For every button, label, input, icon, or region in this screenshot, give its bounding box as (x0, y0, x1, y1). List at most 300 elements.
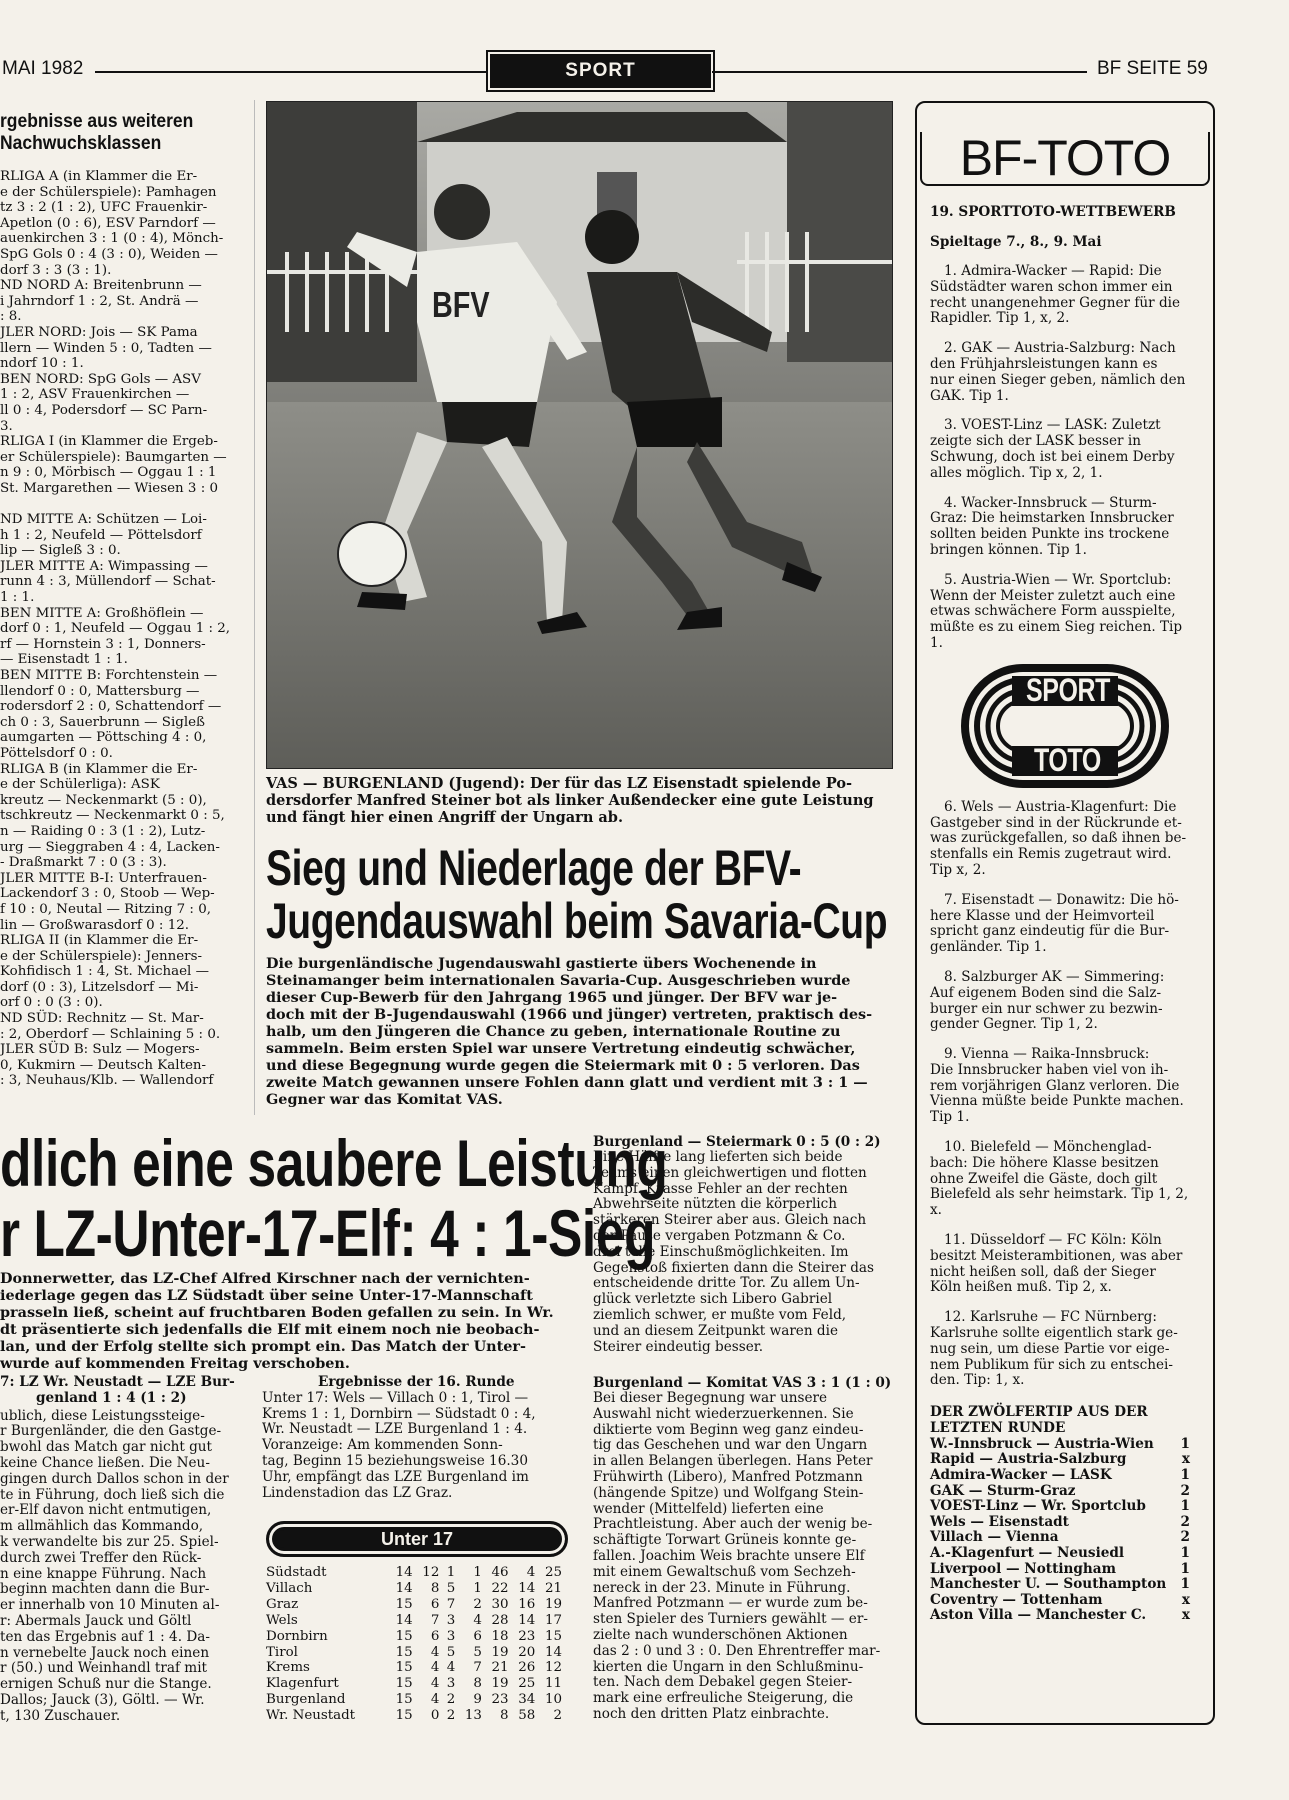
toto-tip-line: zeigte sich der LASK besser in (930, 433, 1141, 450)
result-line: ch 0 : 3, Sauerbrunn — Sigleß (0, 714, 205, 730)
table-cell-n: 13 (464, 1708, 482, 1724)
match1-heading: Burgenland — Steiermark 0 : 5 (0 : 2) (593, 1134, 881, 1150)
toto-tip-line: stenfalls ein Remis zugetraut wird. (930, 846, 1172, 863)
toto-tip-line: Auf eigenem Boden sind die Salz- (930, 984, 1162, 1001)
toto-tip-line: den Frühjahrsleistungen kann es (930, 355, 1158, 372)
jersey-text: BFV (432, 284, 490, 325)
article-line: wender (Mittelfeld) lieferten eine (593, 1500, 824, 1517)
table-cell-sp: 14 (395, 1565, 413, 1580)
article-line: entscheidende dritte Tor. Zu allem Un- (593, 1275, 860, 1292)
article-line: glück verletzte sich Libero Gabriel (593, 1291, 833, 1308)
toto-tip-line: gender Gegner. Tip 1, 2. (930, 1016, 1098, 1033)
table-title: Unter 17 (266, 1521, 568, 1557)
table-cell-tf: 19 (491, 1644, 509, 1660)
article-line: ten. Nach dem Debakel gegen Steier- (593, 1674, 853, 1691)
toto-result-match: Wels — Eisenstadt (930, 1513, 1069, 1530)
toto-tip (930, 341, 1198, 404)
toto-tip-line: x. (930, 1202, 942, 1219)
article-line: stärkeren Steirer aber aus. Gleich nach (593, 1212, 867, 1229)
result-line: lin — Großwarasdorf 0 : 12. (0, 917, 189, 933)
toto-result-row (930, 1484, 1198, 1500)
table-cell-team: Klagenfurt (266, 1676, 339, 1692)
article2-match-heading: 7: LZ Wr. Neustadt — LZE Bur- genland 1 : 4 (1 : 2) (0, 1374, 235, 1406)
table-cell-u: 2 (446, 1692, 456, 1708)
article-line: iederlage gegen das LZ Südstadt über seine Unter-17-Mannschaft (0, 1287, 533, 1304)
table-cell-sp: 15 (395, 1660, 413, 1676)
toto-result-match: GAK — Sturm-Graz (930, 1482, 1076, 1499)
article-line: drei tolle Einschußmöglichkeiten. Im (593, 1243, 849, 1260)
header-rule-left (95, 71, 487, 73)
table-cell-n: 8 (473, 1676, 482, 1692)
article-line: lan, und der Erfolg stellte sich prompt ein. Das Match der Unter- (0, 1338, 526, 1355)
table-cell-n: 1 (473, 1580, 482, 1596)
left-column (0, 111, 244, 1089)
table-cell-p: 15 (544, 1628, 562, 1644)
toto-tip-line: GAK. Tip 1. (930, 387, 1009, 404)
article-line: bwohl das Match gar nicht gut (0, 1439, 213, 1456)
toto-tip-line: Die Innsbrucker haben viel von ih- (930, 1061, 1169, 1078)
toto-tip-line: recht unangenehmer Gegner für die (930, 294, 1181, 311)
article-line: noch den dritten Platz einbrachte. (593, 1705, 830, 1722)
toto-tip-line: Köln heißen muß. Tip 2, x. (930, 1279, 1112, 1296)
table-cell-team: Tirol (266, 1644, 298, 1660)
article-line: Manfred Potzmann — er wurde zum be- (593, 1595, 868, 1612)
article-line: te in Führung, doch ließ sich die (0, 1486, 225, 1503)
result-line: lip — Sigleß 3 : 0. (0, 543, 121, 559)
article2-match (0, 1375, 245, 1725)
toto-tip (930, 496, 1198, 559)
result-line: BEN MITTE B: Forchtenstein — (0, 668, 218, 683)
result-line: Apetlon (0 : 6), ESV Parndorf — (0, 215, 216, 231)
table-cell-tf: 22 (491, 1580, 509, 1596)
toto-result-tip: 2 (1180, 1513, 1190, 1530)
toto-tip (930, 264, 1198, 327)
article2-match-body (0, 1409, 245, 1725)
table-cell-team: Krems (266, 1660, 310, 1676)
article-line: dieser Cup-Bewerb für den Jahrgang 1965 und jünger. Der BFV war je- (266, 989, 838, 1006)
toto-result-tip: x (1181, 1451, 1190, 1468)
table-cell-sp: 14 (395, 1612, 413, 1628)
article2-headline: dlich eine saubere Leistung r LZ-Unter-17-Elf: 4 : 1-Sieg (0, 1126, 668, 1270)
toto-tip-line: sollten beiden Punkte ins trockene (930, 526, 1170, 543)
table-cell-team: Wr. Neustadt (266, 1708, 356, 1724)
result-line: RLIGA II (in Klammer die Er- (0, 933, 199, 949)
toto-tip (930, 1310, 1198, 1389)
toto-result-tip: x (1181, 1607, 1190, 1624)
article-line: beginn machten dann die Bur- (0, 1581, 210, 1598)
table-cell-ta: 26 (518, 1660, 536, 1676)
toto-result-match: VOEST-Linz — Wr. Sportclub (930, 1498, 1146, 1515)
toto-tip-line: 5. Austria-Wien — Wr. Sportclub: (944, 571, 1172, 588)
toto-tip-line: Südstädter waren schon immer ein (930, 278, 1173, 295)
toto-tip-line: Graz: Die heimstarken Innsbrucker (930, 510, 1174, 527)
match-photo (266, 101, 893, 769)
toto-tip-line: 12. Karlsruhe — FC Nürnberg: (944, 1309, 1157, 1326)
toto-result-match: Manchester U. — Southampton (930, 1576, 1167, 1593)
toto-tip-line: Gastgeber sind in der Rückrunde et- (930, 814, 1182, 831)
header-date: MAI 1982 (2, 58, 84, 79)
table-cell-tf: 8 (500, 1708, 509, 1724)
article-line: Bei dieser Begegnung war unsere (593, 1390, 828, 1406)
toto-tip-line: ohne Zweifel die Gäste, doch gilt (930, 1170, 1158, 1187)
toto-tip-line: 1. Admira-Wacker — Rapid: Die (944, 263, 1162, 279)
table-row (264, 1581, 564, 1597)
article-line: Frühwirth (Libero), Manfred Potzmann (593, 1468, 863, 1485)
article-line: diktierte vom Beginn weg ganz eindeu- (593, 1421, 864, 1438)
table-cell-tf: 21 (491, 1660, 509, 1676)
left-column-rule (254, 100, 255, 1115)
result-line: 1 : 1. (0, 590, 35, 606)
result-line: n 9 : 0, Mörbisch — Oggau 1 : 1 (0, 465, 217, 481)
article-line: halb, um den Jüngeren die Chance zu geben, internationale Routine zu (266, 1023, 841, 1040)
toto-panel (920, 104, 1210, 1719)
article1-headline: Sieg und Niederlage der BFV- Jugendauswahl beim Savaria-Cup (266, 840, 888, 949)
article-line: k verwandelte bis zur 25. Spiel- (0, 1533, 219, 1550)
toto-tip (930, 970, 1198, 1033)
result-line: 3. (0, 418, 13, 434)
sport-toto-logo (930, 666, 1198, 786)
toto-result-match: Villach — Vienna (930, 1529, 1059, 1546)
article-line: zweite Match gewannen unsere Fohlen dann glatt und verdient mit 3 : 1 — (266, 1074, 868, 1091)
toto-tip-line: 10. Bielefeld — Mönchenglad- (944, 1139, 1152, 1156)
match2-body (593, 1391, 887, 1723)
toto-result-match: Coventry — Tottenham (930, 1591, 1103, 1608)
toto-tip-line: Rapidler. Tip 1, x, 2. (930, 310, 1070, 327)
article2-lead (0, 1270, 568, 1372)
table-cell-tf: 30 (491, 1596, 509, 1612)
toto-result-tip: 2 (1180, 1482, 1190, 1499)
article-line: schäftigte Torwart Grüneis konnte ge- (593, 1532, 857, 1549)
article-line: Prachtleistung. Aber auch der wenig be- (593, 1516, 873, 1533)
section-label: SPORT (490, 54, 711, 88)
result-line: dorf (0 : 3), Litzelsdorf — Mi- (0, 979, 199, 995)
toto-tip-line: nur einen Sieger geben, nämlich den (930, 371, 1186, 388)
table-cell-s: 4 (430, 1644, 440, 1660)
toto-result-tip: 1 (1180, 1467, 1190, 1484)
article-line: ten das Ergebnis auf 1 : 4. Da- (0, 1628, 210, 1645)
toto-result-row (930, 1515, 1198, 1531)
toto-result-row (930, 1546, 1198, 1562)
article-line: wurde auf kommenden Freitag verschoben. (0, 1355, 350, 1372)
table-cell-n: 7 (473, 1660, 482, 1676)
result-line: : 8. (0, 309, 22, 325)
table-cell-p: 11 (544, 1676, 562, 1692)
article-line: nereck in der 23. Minute in Führung. (593, 1579, 851, 1596)
table-cell-ta: 14 (518, 1612, 536, 1628)
table-cell-u: 2 (446, 1708, 456, 1724)
article-line: das 2 : 0 und 3 : 0. Den Ehrentreffer mar- (593, 1642, 881, 1659)
result-line: JLER NORD: Jois — SK Pama (0, 324, 198, 340)
article-line: Eine Hälfte lang lieferten sich beide (593, 1149, 843, 1165)
result-line: i Jahrndorf 1 : 2, St. Andrä — (0, 293, 199, 309)
result-line: ND MITTE A: Schützen — Loi- (0, 512, 207, 528)
toto-tip-line: Tip 1. (930, 1109, 970, 1126)
photo-caption: VAS — BURGENLAND (Jugend): Der für das LZ Eisenstadt spielende Po- dersdorfer Manfred Steiner bot als linker Außendecker eine gute Leistung und fängt hier einen Angriff der Ungarn ab. (266, 775, 874, 826)
table-row (264, 1692, 564, 1708)
toto-tip-line: alles möglich. Tip x, 2, 1. (930, 464, 1103, 481)
table-cell-s: 6 (430, 1628, 440, 1644)
toto-tip-line: Tip x, 2. (930, 861, 986, 878)
result-line: dorf 3 : 3 (3 : 1). (0, 262, 112, 278)
table-cell-s: 4 (430, 1676, 440, 1692)
article-line: mark eine erfreuliche Steigerung, die (593, 1690, 854, 1707)
toto-tip-line: Schwung, doch ist bei einem Derby (930, 448, 1175, 465)
toto-result-match: Rapid — Austria-Salzburg (930, 1451, 1127, 1468)
result-line: BEN MITTE A: Großhöflein — (0, 605, 204, 621)
table-cell-u: 1 (446, 1565, 456, 1580)
toto-tip (930, 1047, 1198, 1126)
toto-tips-a (930, 264, 1198, 652)
result-line: JLER SÜD B: Sulz — Mogers- (0, 1042, 200, 1058)
result-line: e der Schülerliga): ASK (0, 777, 160, 793)
toto-result-row (930, 1562, 1198, 1578)
results-heading: Ergebnisse der 16. Runde (318, 1374, 515, 1390)
result-line: — Eisenstadt 1 : 1. (0, 652, 128, 668)
toto-tip-line: 11. Düsseldorf — FC Köln: Köln (944, 1232, 1162, 1249)
toto-result-row (930, 1530, 1198, 1546)
result-line: dorf 0 : 1, Neufeld — Oggau 1 : 2, (0, 621, 231, 637)
table-cell-team: Villach (266, 1580, 313, 1596)
table-row (264, 1565, 564, 1581)
table-row (264, 1645, 564, 1661)
toto-tip-line: 4. Wacker-Innsbruck — Sturm- (944, 494, 1157, 511)
article-line: Dallos; Jauck (3), Göltl. — Wr. (0, 1691, 205, 1708)
toto-tip (930, 1233, 1198, 1296)
table-cell-n: 5 (473, 1644, 482, 1660)
result-line: runn 4 : 3, Müllendorf — Schat- (0, 574, 216, 590)
toto-result-tip: 1 (1180, 1498, 1190, 1515)
toto-result-row (930, 1593, 1198, 1609)
table-cell-sp: 15 (395, 1708, 413, 1724)
article-line: kierten die Ungarn in den Schlußminu- (593, 1658, 864, 1675)
toto-tip-line: 7. Eisenstadt — Donawitz: Die hö- (944, 891, 1179, 908)
left-heading: rgebnisse aus weiteren Nachwuchsklassen (0, 111, 194, 154)
article-line: keine Chance ließen. Die Neu- (0, 1454, 210, 1471)
table-cell-tf: 46 (491, 1565, 509, 1580)
toto-result-tip: 2 (1180, 1529, 1190, 1546)
toto-tip (930, 893, 1198, 956)
result-line: aumgarten — Pöttsching 4 : 0, (0, 730, 207, 746)
article-line: Unter 17: Wels — Villach 0 : 1, Tirol — (262, 1389, 529, 1406)
table-cell-sp: 15 (395, 1596, 413, 1612)
article-line: Wr. Neustadt — LZE Burgenland 1 : 4. (262, 1421, 528, 1438)
toto-tip-line: genländer. Tip 1. (930, 939, 1047, 956)
table-cell-ta: 16 (518, 1596, 536, 1612)
table-cell-ta: 23 (518, 1628, 536, 1644)
toto-tip-line: 3. VOEST-Linz — LASK: Zuletzt (944, 417, 1161, 434)
table-row (264, 1660, 564, 1676)
article-line: n eine knappe Führung. Nach (0, 1565, 207, 1582)
left-results (0, 169, 244, 1089)
results-body (262, 1391, 567, 1502)
table-row (264, 1629, 564, 1645)
article-line: Abwehrseite nützten die körperlich (593, 1196, 838, 1213)
toto-tip-line: here Klasse und der Heimvorteil (930, 907, 1155, 924)
toto-tip-line: bringen können. Tip 1. (930, 541, 1087, 558)
table-cell-p: 19 (544, 1596, 562, 1612)
match2-heading: Burgenland — Komitat VAS 3 : 1 (1 : 0) (593, 1375, 892, 1391)
table-cell-u: 3 (446, 1612, 456, 1628)
table-cell-tf: 19 (491, 1676, 509, 1692)
result-line (0, 496, 244, 512)
toto-tips-b (930, 800, 1198, 1390)
table-cell-team: Dornbirn (266, 1628, 328, 1644)
table-cell-sp: 15 (395, 1676, 413, 1692)
toto-tip-line: Karlsruhe sollte eigentlich stark ge- (930, 1325, 1178, 1342)
article-line: Donnerwetter, das LZ-Chef Alfred Kirschner nach der vernichten- (0, 1270, 530, 1287)
result-line: RLIGA A (in Klammer die Er- (0, 169, 198, 184)
article-line: Steinamanger beim internationalen Savaria-Cup. Ausgeschrieben wurde (266, 972, 851, 989)
toto-tip-line: müßte es zu einem Sieg reichen. Tip (930, 619, 1183, 636)
table-cell-ta: 14 (518, 1580, 536, 1596)
toto-tip-line: nicht heißen soll, daß der Sieger (930, 1263, 1156, 1280)
result-line: SpG Gols 0 : 4 (3 : 0), Weiden — (0, 246, 218, 262)
article1-match2 (593, 1375, 892, 1723)
photo-illustration (267, 102, 892, 768)
article-line: Lindenstadion das LZ Graz. (262, 1484, 453, 1501)
toto-result-row (930, 1468, 1198, 1484)
article-line: Teams einen gleichwertigen und flotten (593, 1164, 867, 1181)
result-line: : 3, Neuhaus/Klb. — Wallendorf (0, 1073, 214, 1089)
table-cell-tf: 28 (491, 1612, 509, 1628)
result-line: Pöttelsdorf 0 : 0. (0, 745, 113, 761)
table-cell-ta: 34 (518, 1692, 536, 1708)
table-cell-s: 12 (422, 1565, 440, 1580)
toto-tip-line: 2. GAK — Austria-Salzburg: Nach (944, 340, 1176, 357)
article-line: ziemlich schwer, er mußte vom Feld, (593, 1306, 847, 1323)
toto-result-tip: 1 (1180, 1576, 1190, 1593)
article-line: r: Abermals Jauck und Göltl (0, 1612, 192, 1629)
table-cell-ta: 20 (518, 1644, 536, 1660)
table-cell-sp: 15 (395, 1628, 413, 1644)
article-line: durch zwei Treffer den Rück- (0, 1549, 202, 1566)
toto-results (930, 1437, 1198, 1624)
result-line: JLER MITTE B-I: Unterfrauen- (0, 870, 207, 886)
toto-result-row (930, 1437, 1198, 1453)
article-line: tig das Geschehen und war den Ungarn (593, 1437, 868, 1454)
toto-tip (930, 573, 1198, 652)
article-line: ublich, diese Leistungssteige- (0, 1407, 205, 1424)
result-line: ND SÜD: Rechnitz — St. Mar- (0, 1011, 204, 1027)
result-line: 0, Kukmirn — Deutsch Kalten- (0, 1057, 207, 1073)
toto-tip-line: burger ein nur schwer zu bezwin- (930, 1000, 1163, 1017)
toto-result-row (930, 1452, 1198, 1468)
toto-tip-line: bach: Die höhere Klasse besitzen (930, 1154, 1159, 1171)
toto-result-tip: 1 (1180, 1560, 1190, 1577)
result-line: : 2, Oberdorf — Schlaining 5 : 0. (0, 1026, 221, 1042)
article2-results (262, 1375, 567, 1501)
table-cell-ta: 4 (526, 1565, 536, 1580)
toto-result-match: Aston Villa — Manchester C. (930, 1607, 1147, 1624)
result-line: kreutz — Neckenmarkt (5 : 0), (0, 792, 207, 808)
result-line: auenkirchen 3 : 1 (0 : 4), Mönch- (0, 231, 224, 247)
toto-tip-line: etwas schwächere Form ausspielte, (930, 603, 1176, 620)
table-cell-n: 4 (473, 1612, 482, 1628)
table-cell-p: 25 (544, 1565, 562, 1580)
article-line: r Burgenländer, die den Gastge- (0, 1423, 222, 1440)
article-line: Steirer eindeutig besser. (593, 1338, 764, 1355)
table-cell-sp: 15 (395, 1692, 413, 1708)
table-cell-n: 9 (473, 1692, 482, 1708)
table-cell-p: 2 (553, 1708, 562, 1724)
toto-result-row (930, 1608, 1198, 1624)
header-rule-right (712, 71, 1087, 73)
toto-tip-line: was zurückgefallen, so daß ihnen be- (930, 830, 1187, 847)
table-cell-u: 3 (446, 1676, 456, 1692)
table-row (264, 1613, 564, 1629)
table-cell-tf: 23 (491, 1692, 509, 1708)
toto-tip (930, 1140, 1198, 1219)
result-line: RLIGA B (in Klammer die Er- (0, 761, 198, 777)
result-line: tz 3 : 2 (1 : 2), UFC Frauenkir- (0, 200, 208, 216)
table-cell-sp: 15 (395, 1644, 413, 1660)
toto-result-tip: x (1181, 1591, 1190, 1608)
toto-tip-line: nug sein, um diese Partie vor eige- (930, 1340, 1170, 1357)
article-line: der Pause vergaben Potzmann & Co. (593, 1227, 846, 1244)
table-cell-ta: 58 (518, 1708, 536, 1724)
article-line: sten Spieler des Turniers gewählt — er- (593, 1611, 868, 1628)
match1-body (593, 1150, 887, 1355)
table-cell-s: 6 (430, 1596, 440, 1612)
result-line: llern — Winden 5 : 0, Tadten — (0, 340, 212, 356)
toto-tip (930, 418, 1198, 481)
article-line: n vernebelte Jauck noch einen (0, 1644, 210, 1661)
table-cell-ta: 25 (518, 1676, 536, 1692)
toto-tip-line: 9. Vienna — Raika-Innsbruck: (944, 1046, 1150, 1063)
article-line: ernigen Schuß nur die Stange. (0, 1676, 212, 1693)
table-cell-p: 10 (544, 1692, 562, 1708)
result-line: RLIGA I (in Klammer die Ergeb- (0, 434, 218, 450)
article-line: dt präsentierte sich jedenfalls die Elf mit einem noch nie beobach- (0, 1321, 540, 1338)
toto-result-row (930, 1499, 1198, 1515)
result-line: ndorf 10 : 1. (0, 356, 84, 372)
table-cell-s: 0 (430, 1708, 440, 1724)
table-row (264, 1597, 564, 1613)
result-line: ll 0 : 4, Podersdorf — SC Parn- (0, 402, 208, 418)
article-line: prasseln ließ, scheint auf fruchtbaren Boden gefallen zu sein. In Wr. (0, 1304, 554, 1321)
result-line: llendorf 0 : 0, Mattersburg — (0, 683, 200, 699)
article-line: und an diesem Zeitpunkt waren die (593, 1322, 839, 1339)
table-cell-tf: 18 (491, 1628, 509, 1644)
table-cell-team: Südstadt (266, 1565, 327, 1580)
table-cell-team: Burgenland (266, 1692, 346, 1708)
result-line: rodersdorf 2 : 0, Schattendorf — (0, 699, 222, 715)
toto-tip-line: spricht ganz eindeutig für die Bur- (930, 923, 1170, 940)
article-line: sammeln. Beim ersten Spiel war unsere Vertretung eindeutig schwächer, (266, 1040, 856, 1057)
article-line: und diese Begegnung wurde gegen die Steiermark mit 0 : 5 verloren. Das (266, 1057, 860, 1074)
toto-result-tip: 1 (1180, 1435, 1190, 1452)
table-cell-n: 2 (473, 1596, 482, 1612)
table-row (264, 1708, 564, 1724)
result-line: ND NORD A: Breitenbrunn — (0, 278, 202, 294)
article1-body (266, 955, 891, 1108)
result-line: Kohfidisch 1 : 4, St. Michael — (0, 964, 209, 980)
article-line: gingen durch Dallos schon in der (0, 1470, 229, 1487)
article-line: fallen. Joachim Weis brachte unsere Elf (593, 1547, 865, 1564)
toto-subtitle: 19. SPORTTOTO-WETTBEWERB (930, 204, 1176, 220)
article-line: Uhr, empfängt das LZE Burgenland im (262, 1468, 529, 1485)
table-cell-n: 1 (473, 1565, 482, 1580)
result-line: e der Schülerspiele): Pamhagen (0, 184, 217, 200)
article-line: Gegenstoß fixierten dann die Steirer das (593, 1259, 875, 1276)
article-line: zielte nach wunderschönen Aktionen (593, 1626, 848, 1643)
table-cell-p: 21 (544, 1580, 562, 1596)
result-line: St. Margarethen — Wiesen 3 : 0 (0, 480, 218, 496)
article-line: doch mit der B-Jugendauswahl (1966 und jünger) vertreten, praktisch des- (266, 1006, 873, 1023)
table-cell-p: 17 (544, 1612, 562, 1628)
article-line: r (50.) und Weinhandl traf mit (0, 1660, 208, 1677)
result-line: f 10 : 0, Neutal — Ritzing 7 : 0, (0, 901, 211, 917)
